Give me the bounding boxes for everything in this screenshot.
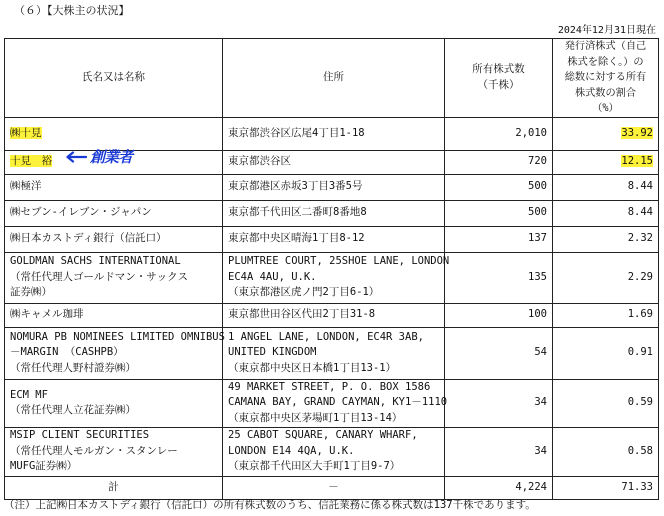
address-line: UNITED KINGDOM [228, 346, 317, 359]
shareholder-name: 十見 裕 [10, 155, 52, 168]
shares-count: 54 [445, 327, 553, 379]
founder-label: 創業者 [90, 148, 133, 166]
table-row [5, 379, 659, 427]
name-line: （常任代理人モルガン・スタンレー [10, 444, 178, 457]
header-row [5, 39, 659, 118]
founder-annotation [65, 146, 132, 167]
shareholder-address: 東京都世田谷区代田2丁目31-8 [223, 303, 445, 327]
ownership-ratio: 2.29 [553, 252, 659, 303]
address-line: 49 MARKET STREET, P. O. BOX 1586 [228, 380, 431, 393]
shareholder-name [5, 379, 223, 427]
total-shares: 4,224 [445, 476, 553, 499]
ownership-ratio: 1.69 [553, 303, 659, 327]
as-of-date: 2024年12月31日現在 [557, 25, 656, 36]
section-title: （６）【大株主の状況】 [14, 4, 130, 17]
header-shares [445, 39, 553, 118]
total-address: － [223, 476, 445, 499]
footnote: （注）上記㈱日本カストディ銀行（信託口）の所有株式数のうち、信託業務に係る株式数は137千株であります。 [4, 499, 536, 511]
header-ratio [553, 39, 659, 118]
ownership-ratio: 8.44 [553, 174, 659, 200]
address-line: CAMANA BAY, GRAND CAYMAN, KY1－1110 [228, 396, 448, 409]
shares-count: 2,010 [445, 117, 553, 150]
shares-count: 137 [445, 226, 553, 252]
shares-count: 720 [445, 150, 553, 174]
name-line: NOMURA PB NOMINEES LIMITED OMNIBUS [10, 330, 225, 343]
address-line: EC4A 4AU, U.K. [228, 270, 317, 283]
name-line: （常任代理人立花証券㈱） [10, 404, 136, 416]
ownership-ratio: 33.92 [621, 126, 653, 139]
header-shares-line: （千株） [477, 78, 520, 91]
shareholder-name [5, 327, 223, 379]
header-ratio-line: （%） [592, 103, 619, 114]
name-line: MUFG証券㈱） [10, 460, 78, 473]
name-line: －MARGIN （CASHPB） [10, 346, 124, 359]
header-shares-line: 所有株式数 [472, 63, 525, 76]
name-line: （常任代理人ゴールドマン・サックス [10, 270, 188, 283]
shares-count: 34 [445, 427, 553, 476]
name-line: MSIP CLIENT SECURITIES [10, 429, 150, 442]
table-row [5, 200, 659, 226]
table-row [5, 252, 659, 303]
shareholder-address [223, 427, 445, 476]
address-line: LONDON E14 4QA, U.K. [228, 444, 355, 457]
name-line: ECM MF [10, 388, 48, 401]
table-row [5, 327, 659, 379]
shareholder-address: 東京都港区赤坂3丁目3番5号 [223, 174, 445, 200]
shares-count: 34 [445, 379, 553, 427]
shareholder-name: ㈱極洋 [5, 174, 223, 200]
shares-count: 500 [445, 200, 553, 226]
shareholder-address: 東京都中央区晴海1丁目8-12 [223, 226, 445, 252]
ownership-ratio: 0.91 [553, 327, 659, 379]
ownership-ratio: 2.32 [553, 226, 659, 252]
address-line: （東京都港区虎ノ門2丁目6-1） [228, 286, 380, 299]
total-label: 計 [5, 476, 223, 499]
shareholder-name [5, 427, 223, 476]
address-line: 1 ANGEL LANE, LONDON, EC4R 3AB, [228, 330, 424, 343]
shareholder-name: ㈱十見 [10, 126, 42, 139]
shareholder-address: 東京都渋谷区広尾4丁目1-18 [223, 117, 445, 150]
header-ratio-line: 発行済株式（自己 [564, 41, 647, 52]
header-address: 住所 [223, 39, 445, 118]
shareholder-address [223, 327, 445, 379]
header-ratio-line: 株式を除く。）の [567, 56, 644, 68]
name-line: 証券㈱） [10, 286, 52, 299]
shareholder-name [5, 252, 223, 303]
left-arrow-icon [65, 151, 87, 163]
address-line: PLUMTREE COURT, 25SHOE LANE, LONDON [228, 255, 450, 268]
total-row [5, 476, 659, 499]
major-shareholders-table [4, 38, 659, 500]
address-line: （東京都中央区日本橋1丁目13-1） [228, 361, 397, 374]
table-row [5, 303, 659, 327]
table-row [5, 427, 659, 476]
shares-count: 135 [445, 252, 553, 303]
ownership-ratio: 8.44 [553, 200, 659, 226]
header-ratio-line: 総数に対する所有 [564, 72, 647, 83]
header-name: 氏名又は名称 [5, 39, 223, 118]
address-line: （東京都中央区茅場町1丁目13-14） [228, 411, 403, 424]
shareholder-name: ㈱セブン-イレブン・ジャパン [5, 200, 223, 226]
table-row [5, 174, 659, 200]
ownership-ratio: 12.15 [621, 155, 653, 168]
address-line: （東京都千代田区大手町1丁目9-7） [228, 460, 401, 473]
shareholder-address [223, 379, 448, 427]
shareholder-address: 東京都渋谷区 [223, 150, 445, 174]
ownership-ratio: 0.59 [553, 379, 659, 427]
shares-count: 100 [445, 303, 553, 327]
shareholder-address [223, 252, 450, 303]
shareholder-name: ㈱キャメル珈琲 [5, 303, 223, 327]
header-ratio-line: 株式数の割合 [574, 87, 637, 99]
table-row [5, 226, 659, 252]
shareholder-address: 東京都千代田区二番町8番地8 [223, 200, 445, 226]
shares-count: 500 [445, 174, 553, 200]
ownership-ratio: 0.58 [553, 427, 659, 476]
name-line: （常任代理人野村證券㈱） [10, 361, 136, 374]
name-line: GOLDMAN SACHS INTERNATIONAL [10, 255, 181, 268]
address-line: 25 CABOT SQUARE, CANARY WHARF, [228, 429, 418, 442]
total-ratio: 71.33 [553, 476, 659, 499]
shareholder-name: ㈱日本カストディ銀行（信託口） [5, 226, 223, 252]
